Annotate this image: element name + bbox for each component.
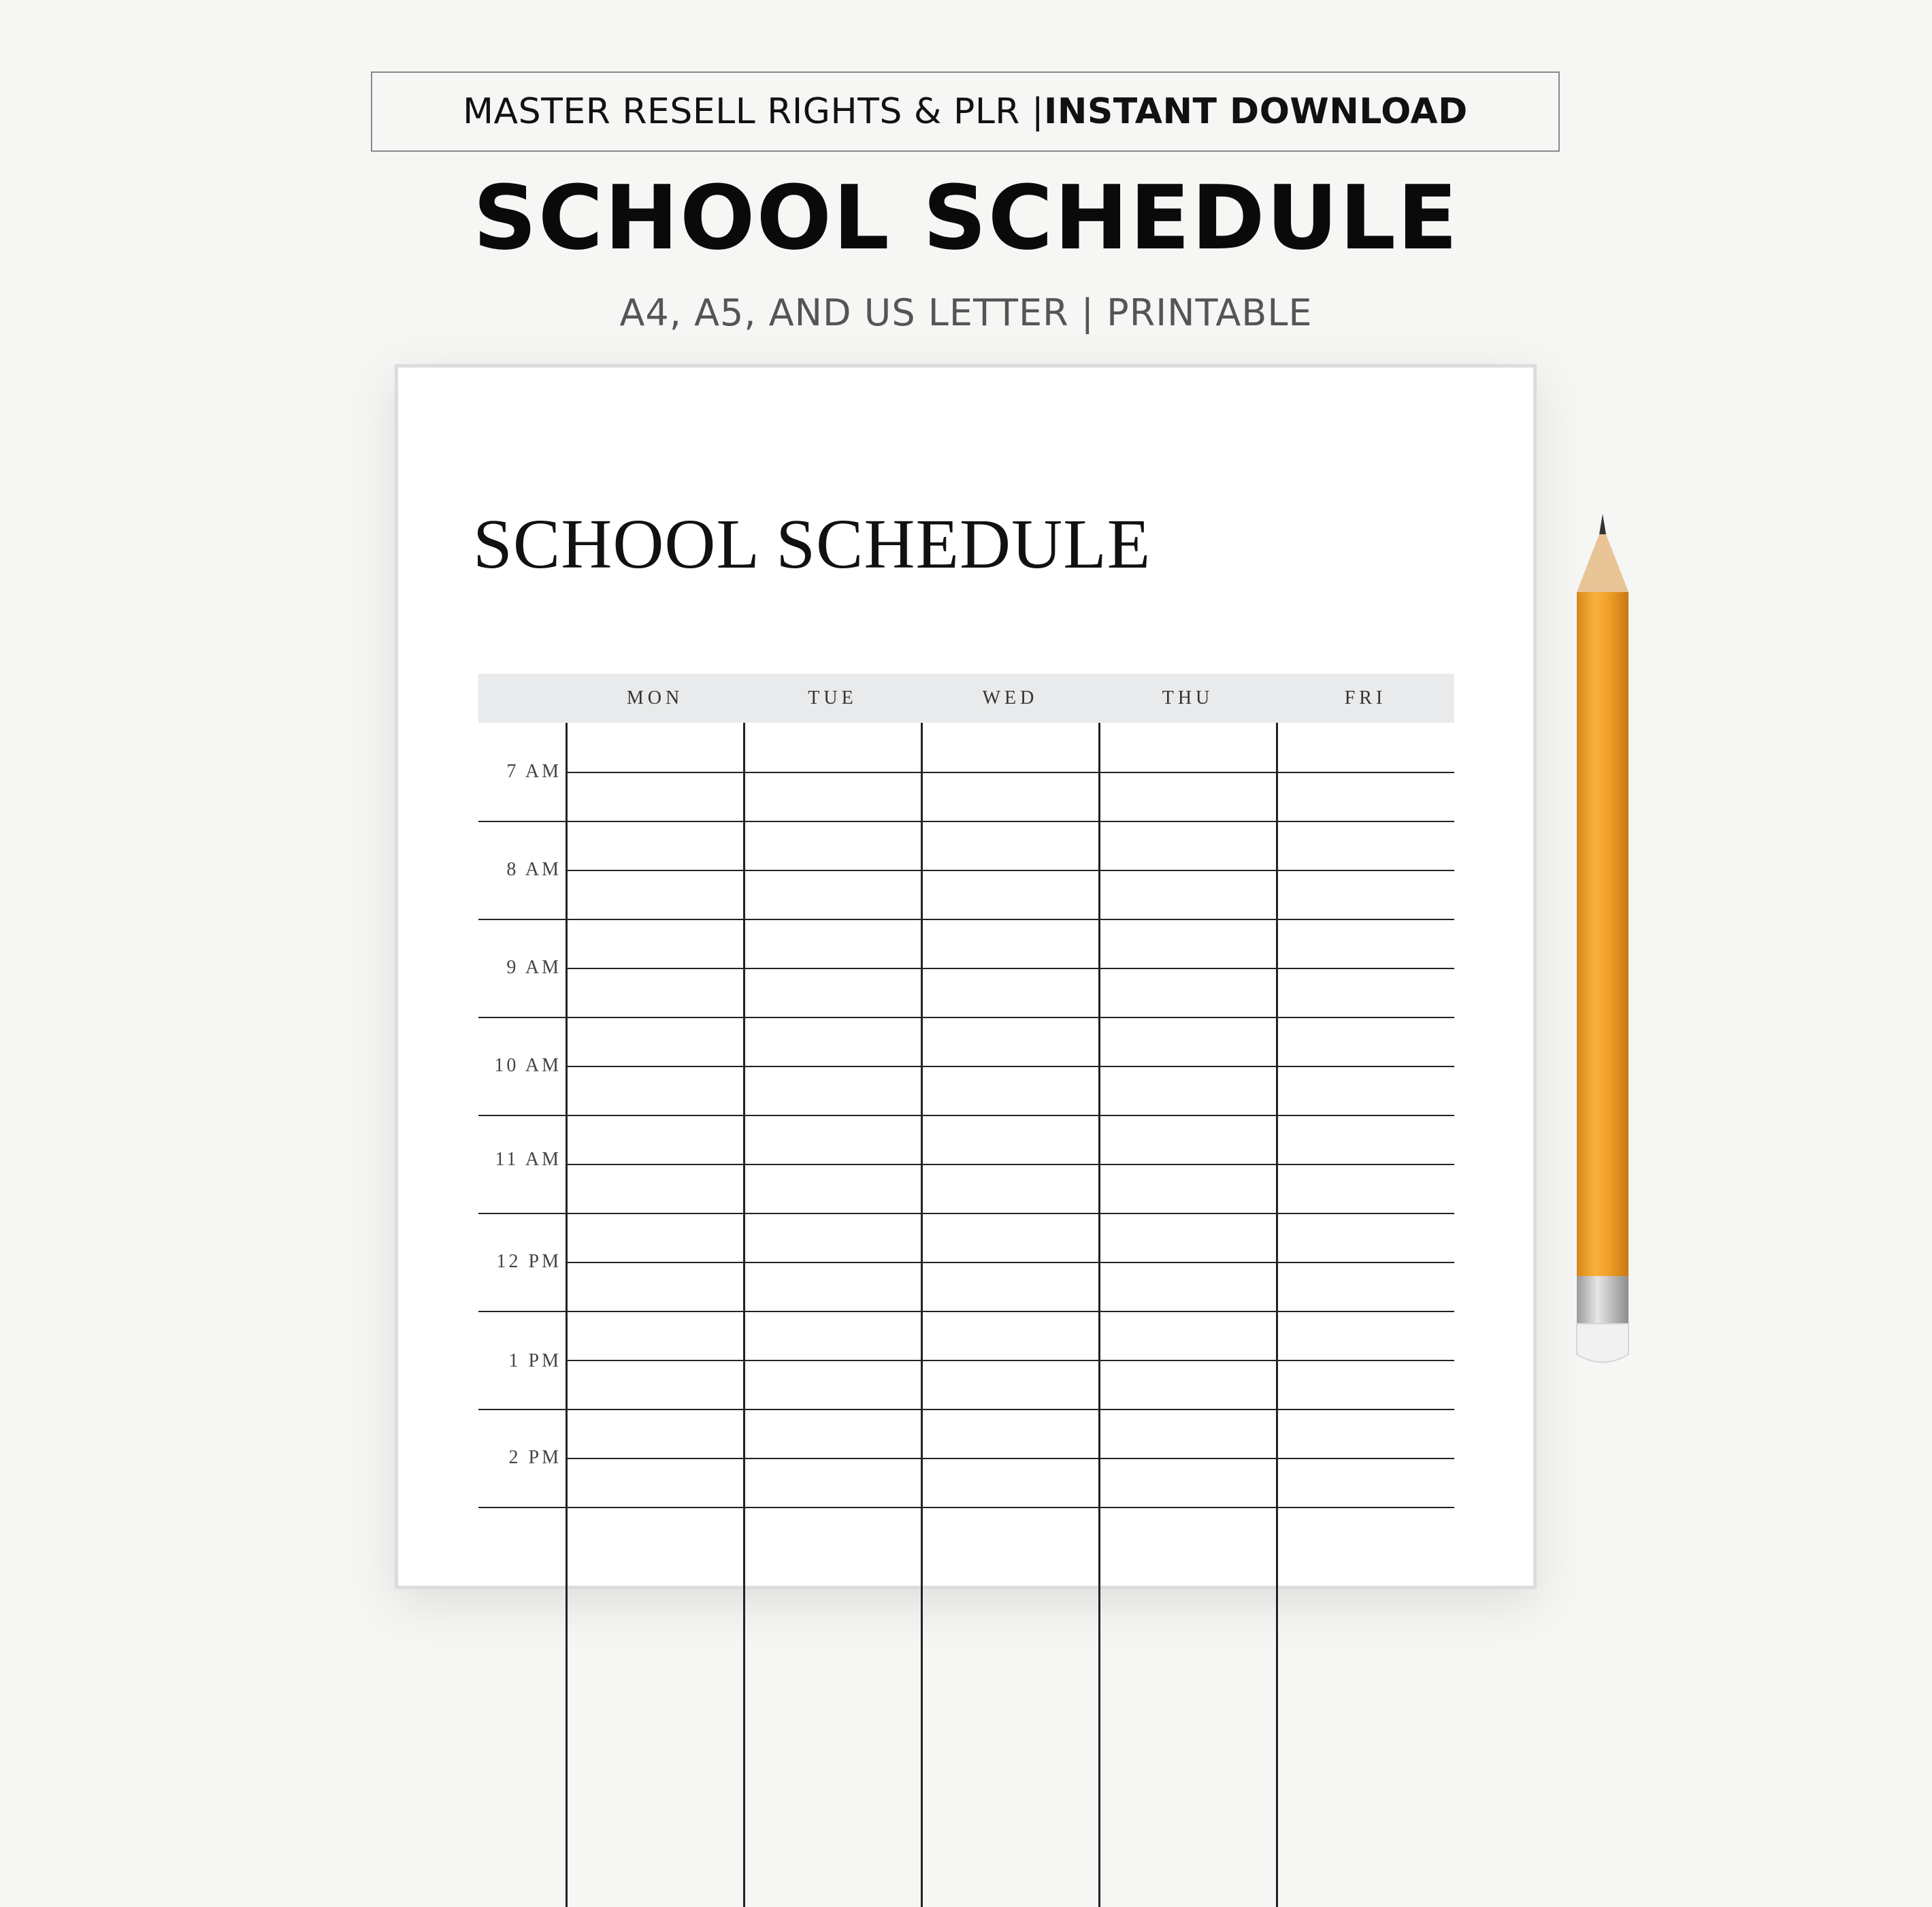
half-hour-line: [566, 1262, 1454, 1263]
document-title: SCHOOL SCHEDULE: [473, 505, 1151, 583]
time-label-1pm: 1 PM: [508, 1350, 561, 1371]
time-label-11am: 11 AM: [495, 1149, 561, 1170]
column-divider: [743, 723, 745, 1907]
banner-bold-text: INSTANT DOWNLOAD: [1043, 91, 1468, 132]
time-label-12pm: 12 PM: [496, 1251, 561, 1272]
main-title: SCHOOL SCHEDULE: [473, 166, 1459, 270]
hour-line: [478, 1409, 1454, 1410]
half-hour-line: [566, 1066, 1454, 1067]
hour-line: [478, 821, 1454, 822]
time-label-2pm: 2 PM: [508, 1447, 561, 1468]
banner-regular-text: MASTER RESELL RIGHTS & PLR |: [463, 91, 1044, 132]
half-hour-line: [566, 870, 1454, 871]
column-divider: [566, 723, 568, 1907]
column-divider: [1098, 723, 1100, 1907]
half-hour-line: [566, 1164, 1454, 1165]
hour-line: [478, 1507, 1454, 1508]
half-hour-line: [566, 1360, 1454, 1361]
column-divider: [921, 723, 923, 1907]
day-label-tue: TUE: [808, 687, 857, 708]
half-hour-line: [566, 772, 1454, 773]
schedule-page: [395, 364, 1537, 1589]
banner: [371, 71, 1560, 152]
hour-line: [478, 1311, 1454, 1312]
pencil-image: [1572, 514, 1633, 1371]
time-label-9am: 9 AM: [506, 957, 561, 978]
half-hour-line: [566, 1458, 1454, 1459]
day-label-wed: WED: [982, 687, 1038, 708]
day-label-mon: MON: [626, 687, 684, 708]
time-label-10am: 10 AM: [494, 1055, 561, 1076]
subtitle: A4, A5, AND US LETTER | PRINTABLE: [619, 291, 1313, 334]
day-header-band: [478, 674, 1454, 723]
hour-line: [478, 1115, 1454, 1116]
hour-line: [478, 1213, 1454, 1214]
hour-line: [478, 1017, 1454, 1018]
time-label-8am: 8 AM: [506, 859, 561, 880]
hour-line: [478, 919, 1454, 920]
half-hour-line: [566, 968, 1454, 969]
day-label-thu: THU: [1162, 687, 1214, 708]
time-label-7am: 7 AM: [506, 761, 561, 782]
day-label-fri: FRI: [1344, 687, 1387, 708]
column-divider: [1276, 723, 1278, 1907]
